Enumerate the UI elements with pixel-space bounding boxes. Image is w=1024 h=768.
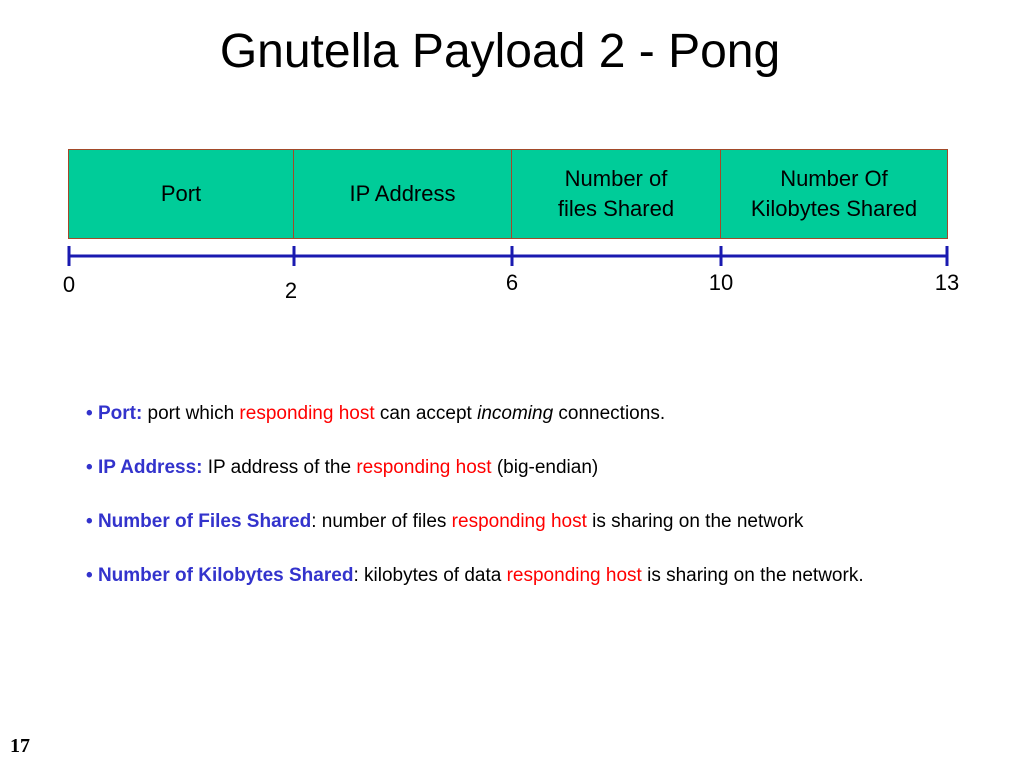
- offset-label-10: 10: [708, 270, 734, 295]
- bullet-marker: •: [86, 457, 98, 478]
- offset-label-0: 0: [62, 272, 76, 297]
- field-files-shared-label: Number of files Shared: [557, 166, 675, 221]
- highlight: responding host: [356, 457, 492, 478]
- offset-label-2: 2: [284, 278, 298, 303]
- highlight: responding host: [506, 565, 642, 586]
- text: : kilobytes of data: [353, 565, 507, 586]
- highlight: responding host: [451, 511, 587, 532]
- offset-label-6: 6: [505, 270, 519, 295]
- slide-title: Gnutella Payload 2 - Pong: [219, 25, 781, 78]
- text: is sharing on the network.: [641, 565, 864, 586]
- text: IP address of the: [202, 457, 357, 478]
- field-ip-address-label: IP Address: [349, 181, 456, 206]
- bullet-marker: •: [86, 403, 98, 424]
- text: connections.: [553, 403, 666, 424]
- offset-label-13: 13: [934, 270, 960, 295]
- bullet-port: [86, 400, 946, 428]
- byte-offset-axis: [0, 0, 1024, 300]
- term-port: Port:: [97, 403, 143, 424]
- text: (big-endian): [491, 457, 599, 478]
- bullet-ip-address: [86, 454, 946, 482]
- emphasis: incoming: [477, 403, 554, 424]
- field-port-label: Port: [160, 181, 202, 206]
- bullet-files-shared: [86, 508, 946, 536]
- text: can accept: [374, 403, 478, 424]
- field-kilobytes-shared-label: Number Of Kilobytes Shared: [750, 166, 918, 221]
- text: is sharing on the network: [586, 511, 804, 532]
- text: : number of files: [311, 511, 452, 532]
- term-files-shared: Number of Files Shared: [97, 511, 312, 532]
- bullet-marker: •: [86, 511, 98, 532]
- slide-number: 17: [10, 735, 30, 757]
- term-ip-address: IP Address:: [97, 457, 203, 478]
- bullet-marker: •: [86, 565, 98, 586]
- term-kilobytes-shared: Number of Kilobytes Shared: [97, 565, 354, 586]
- text: port which: [142, 403, 240, 424]
- highlight: responding host: [239, 403, 375, 424]
- bullet-kilobytes-shared: [86, 562, 946, 590]
- field-descriptions: [86, 400, 946, 616]
